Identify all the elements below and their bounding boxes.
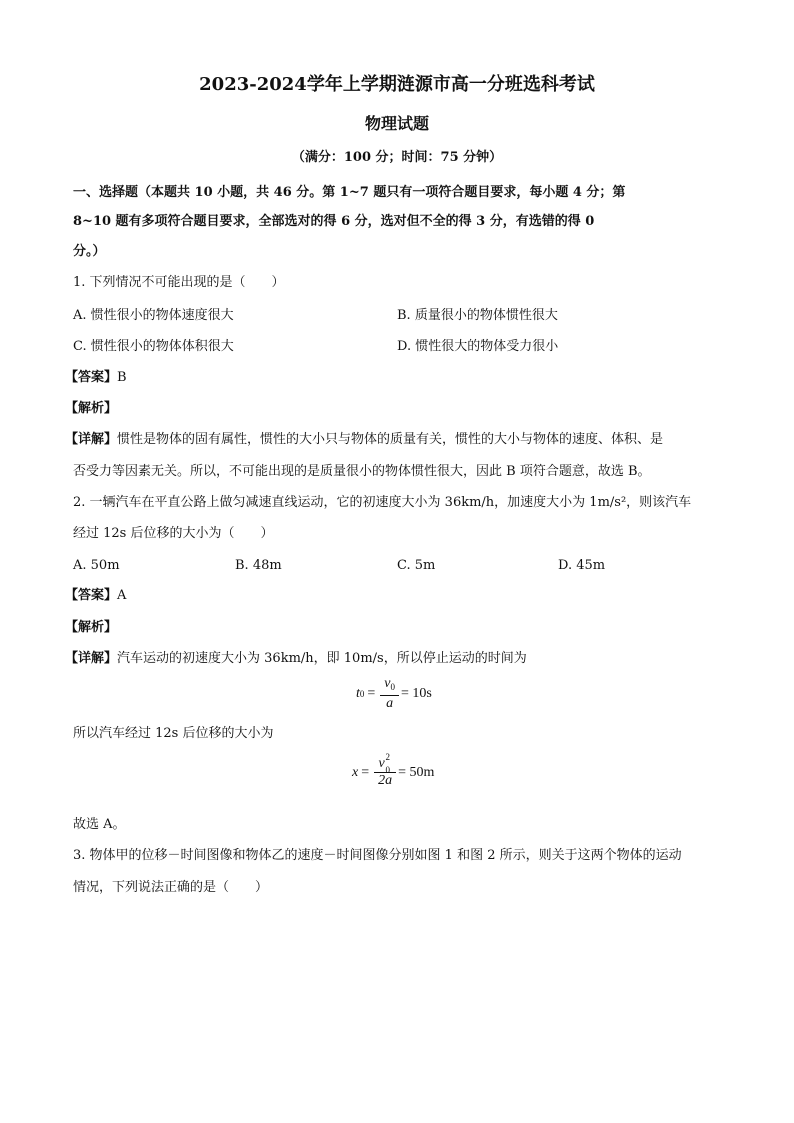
q1-option-b: B. 质量很小的物体惯性很大 bbox=[397, 308, 558, 323]
q1-option-d: D. 惯性很大的物体受力很小 bbox=[397, 339, 559, 354]
section-heading-line-2: 8~10 题有多项符合题目要求，全部选对的得 6 分，选对但不全的得 3 分，有选错的得 0 bbox=[73, 214, 595, 229]
analysis-label: 【解析】 bbox=[65, 620, 118, 635]
q2-detail-line-1 bbox=[65, 649, 527, 669]
q2-answer bbox=[65, 586, 127, 606]
section-heading-line-1: 一、选择题（本题共 10 小题，共 46 分。第 1~7 题只有一项符合题目要求，每小题 4 分；第 bbox=[73, 185, 626, 200]
answer-label: 【答案】 bbox=[65, 370, 118, 385]
q1-analysis bbox=[65, 399, 118, 419]
q2-stem-line-1: 2. 一辆汽车在平直公路上做匀减速直线运动，它的初速度大小为 36km/h，加速度大小为 1m/s²，则该汽车 bbox=[73, 495, 692, 510]
formula-displacement: x = v 2 0 2a = 50m bbox=[352, 752, 435, 788]
q1-detail-line-2: 否受力等因素无关。所以，不可能出现的是质量很小的物体惯性很大，因此 B 项符合题意，故选 B。 bbox=[73, 464, 651, 479]
exam-subtitle: 物理试题 bbox=[364, 114, 429, 133]
q2-option-a: A. 50m bbox=[73, 558, 120, 573]
exam-info: （满分：100 分；时间：75 分钟） bbox=[291, 150, 503, 165]
detail-label: 【详解】 bbox=[65, 651, 118, 666]
detail-text: 汽车运动的初速度大小为 36km/h，即 10m/s，所以停止运动的时间为 bbox=[117, 651, 527, 666]
q3-stem-line-1: 3. 物体甲的位移－时间图像和物体乙的速度－时间图像分别如图 1 和图 2 所示，则关于这两个物体的运动 bbox=[73, 848, 682, 863]
q2-option-b: B. 48m bbox=[235, 558, 282, 573]
q1-option-a: A. 惯性很小的物体速度很大 bbox=[73, 308, 234, 323]
analysis-label: 【解析】 bbox=[65, 401, 118, 416]
q3-stem-line-2: 情况，下列说法正确的是（ ） bbox=[73, 880, 269, 895]
q2-analysis bbox=[65, 618, 118, 638]
answer-label: 【答案】 bbox=[65, 588, 118, 603]
formula-stop-time: t 0 = $\frac{v_0}{a}$ = 10s bbox=[356, 676, 432, 711]
q2-option-c: C. 5m bbox=[397, 558, 436, 573]
detail-label: 【详解】 bbox=[65, 432, 118, 447]
q1-answer bbox=[65, 368, 127, 388]
q2-option-d: D. 45m bbox=[558, 558, 606, 573]
q1-option-c: C. 惯性很小的物体体积很大 bbox=[73, 339, 234, 354]
detail-text: 惯性是物体的固有属性，惯性的大小只与物体的质量有关，惯性的大小与物体的速度、体积、是 bbox=[117, 432, 664, 447]
q1-stem: 1. 下列情况不可能出现的是（ ） bbox=[73, 275, 285, 290]
answer-value: A bbox=[117, 588, 127, 603]
q2-stem-line-2: 经过 12s 后位移的大小为（ ） bbox=[73, 526, 274, 541]
q2-detail-line-2: 所以汽车经过 12s 后位移的大小为 bbox=[73, 726, 274, 741]
answer-value: B bbox=[117, 370, 127, 385]
q2-conclusion: 故选 A。 bbox=[73, 817, 126, 832]
section-heading-line-3: 分。） bbox=[73, 244, 106, 259]
exam-title: 2023-2024学年上学期涟源市高一分班选科考试 bbox=[199, 74, 595, 95]
q1-detail-line-1 bbox=[65, 430, 664, 450]
fraction: $\frac{v_0}{a}$ bbox=[382, 676, 397, 712]
fraction: v 2 0 2a bbox=[376, 756, 394, 789]
